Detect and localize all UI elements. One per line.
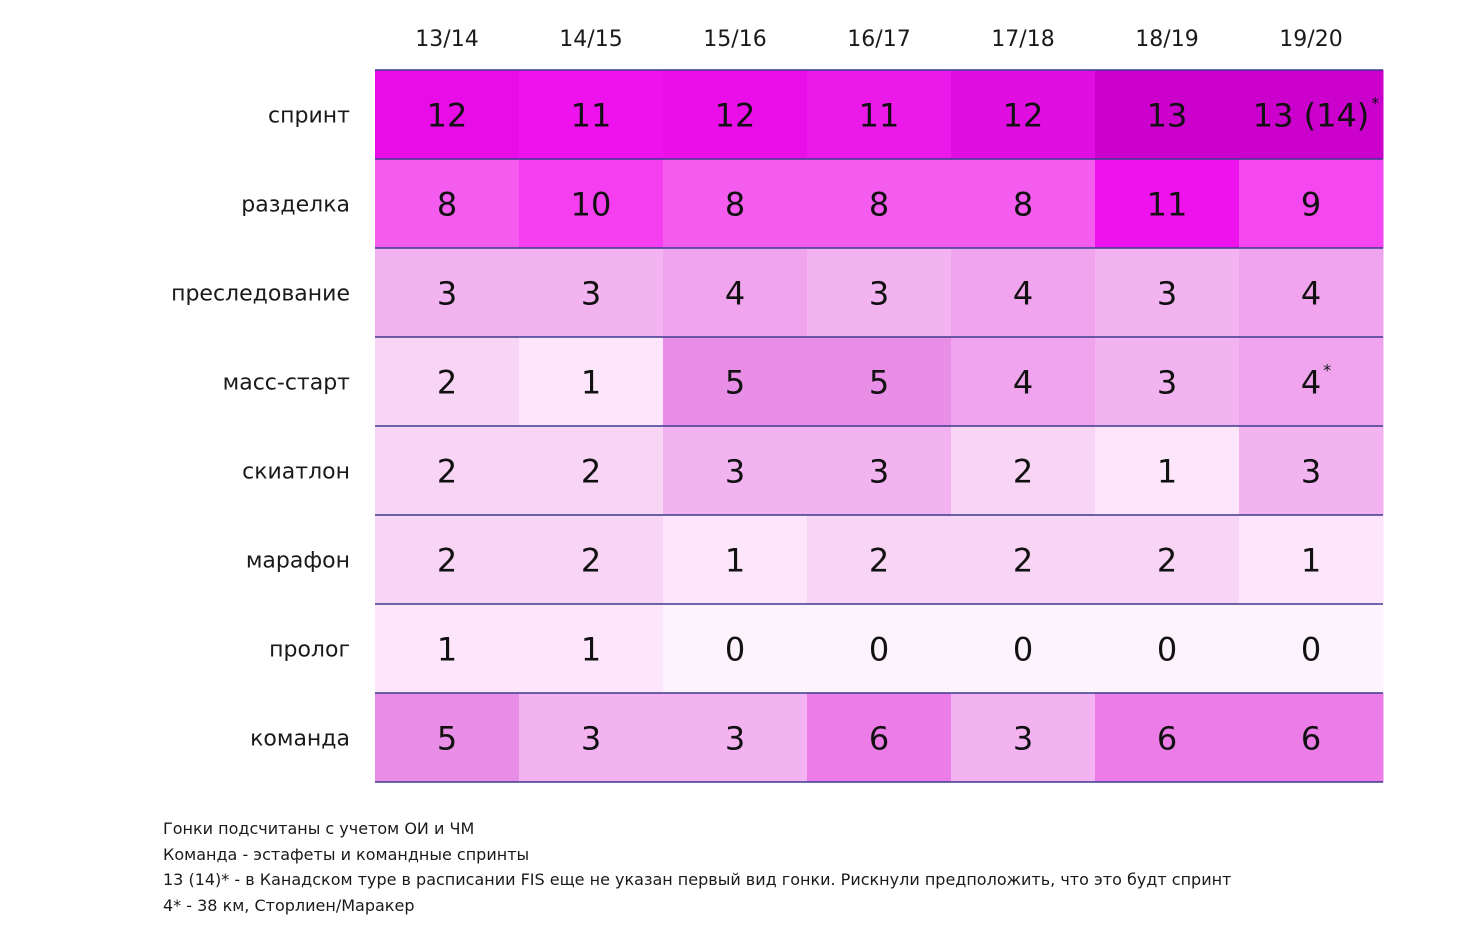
cell-value: 8 bbox=[868, 185, 890, 224]
column-label: 17/18 bbox=[991, 27, 1055, 52]
cell-value: 2 bbox=[1012, 452, 1034, 491]
cell-value: 0 bbox=[868, 630, 890, 669]
cell-value: 3 bbox=[580, 719, 602, 758]
cell-value: 3 bbox=[868, 274, 890, 313]
cell-value: 4 bbox=[1300, 274, 1322, 313]
cell-value: 5 bbox=[868, 363, 890, 402]
cell-value: 2 bbox=[436, 452, 458, 491]
cell-value: 11 bbox=[1146, 185, 1188, 224]
cell-value: 0 bbox=[1156, 630, 1178, 669]
column-label: 13/14 bbox=[415, 27, 479, 52]
cell-value: 2 bbox=[1012, 541, 1034, 580]
cell-value: 12 bbox=[426, 96, 468, 135]
cell-value: 2 bbox=[580, 541, 602, 580]
cell-value: 4 bbox=[1012, 274, 1034, 313]
cell-value: 2 bbox=[436, 363, 458, 402]
cell-value: 2 bbox=[580, 452, 602, 491]
cell-value: 10 bbox=[570, 185, 612, 224]
footnote-2: Команда - эстафеты и командные спринты bbox=[163, 844, 530, 864]
cell-value: 4 bbox=[724, 274, 746, 313]
cell-value: 3 bbox=[1156, 274, 1178, 313]
row-label: скиатлон bbox=[242, 459, 350, 485]
cell-value: 8 bbox=[724, 185, 746, 224]
column-labels bbox=[415, 27, 1342, 52]
column-label: 18/19 bbox=[1135, 27, 1199, 52]
cell-value: 0 bbox=[724, 630, 746, 669]
cell-value: 1 bbox=[1156, 452, 1178, 491]
cell-value: 1 bbox=[580, 363, 602, 402]
cell-value: 5 bbox=[724, 363, 746, 402]
cell-value: 6 bbox=[1300, 719, 1322, 758]
cell-value: 2 bbox=[868, 541, 890, 580]
cell-value: 6 bbox=[868, 719, 890, 758]
row-label: разделка bbox=[241, 192, 350, 218]
row-label: команда bbox=[250, 726, 350, 752]
cell-value: 3 bbox=[436, 274, 458, 313]
cell-value: 3 bbox=[724, 719, 746, 758]
cell-value: 13 bbox=[1146, 96, 1188, 135]
footnote-1: Гонки подсчитаны с учетом ОИ и ЧМ bbox=[163, 819, 475, 838]
row-label: спринт bbox=[268, 103, 350, 129]
column-label: 14/15 bbox=[559, 27, 623, 52]
cell-value: 2 bbox=[1156, 541, 1178, 580]
footnotes bbox=[163, 816, 1363, 918]
cell-value: 3 bbox=[1012, 719, 1034, 758]
cell-value: 0 bbox=[1300, 630, 1322, 669]
cell-value: 8 bbox=[436, 185, 458, 224]
cell-value: 0 bbox=[1012, 630, 1034, 669]
cell-value: 11 bbox=[570, 96, 612, 135]
column-label: 16/17 bbox=[847, 27, 911, 52]
row-labels bbox=[171, 104, 350, 752]
cell-value: 6 bbox=[1156, 719, 1178, 758]
column-label: 15/16 bbox=[703, 27, 767, 52]
cell-value: 9 bbox=[1300, 185, 1322, 224]
cell-value: 12 bbox=[1002, 96, 1044, 135]
column-label: 19/20 bbox=[1279, 27, 1343, 52]
row-label: пролог bbox=[269, 637, 350, 663]
footnote-3: 13 (14)* - в Канадском туре в расписании FIS еще не указан первый вид гонки. Рискнули предположить, что это будт спринт bbox=[163, 870, 1232, 889]
cell-value: 1 bbox=[1300, 541, 1322, 580]
footnote-4: 4* - 38 км, Сторлиен/Маракер bbox=[163, 895, 415, 915]
cell-value: 3 bbox=[868, 452, 890, 491]
row-label: преследование bbox=[171, 281, 350, 307]
cell-value: 3 bbox=[1300, 452, 1322, 491]
footnote-star: * bbox=[1323, 360, 1332, 380]
cell-value: 3 bbox=[1156, 363, 1178, 402]
footnote-star: * bbox=[1371, 93, 1380, 113]
cell-value: 4 bbox=[1012, 363, 1034, 402]
cell-value: 11 bbox=[858, 96, 900, 135]
cell-value: 3 bbox=[580, 274, 602, 313]
cell-value: 13 (14) bbox=[1252, 96, 1370, 135]
cell-value: 8 bbox=[1012, 185, 1034, 224]
cell-value: 1 bbox=[580, 630, 602, 669]
cell-value: 3 bbox=[724, 452, 746, 491]
row-label: марафон bbox=[245, 548, 350, 574]
cell-value: 4 bbox=[1300, 363, 1322, 402]
row-label: масс-старт bbox=[222, 370, 350, 396]
cell-value: 5 bbox=[436, 719, 458, 758]
cell-value: 12 bbox=[714, 96, 756, 135]
cell-value: 1 bbox=[436, 630, 458, 669]
cell-value: 2 bbox=[436, 541, 458, 580]
cell-value: 1 bbox=[724, 541, 746, 580]
